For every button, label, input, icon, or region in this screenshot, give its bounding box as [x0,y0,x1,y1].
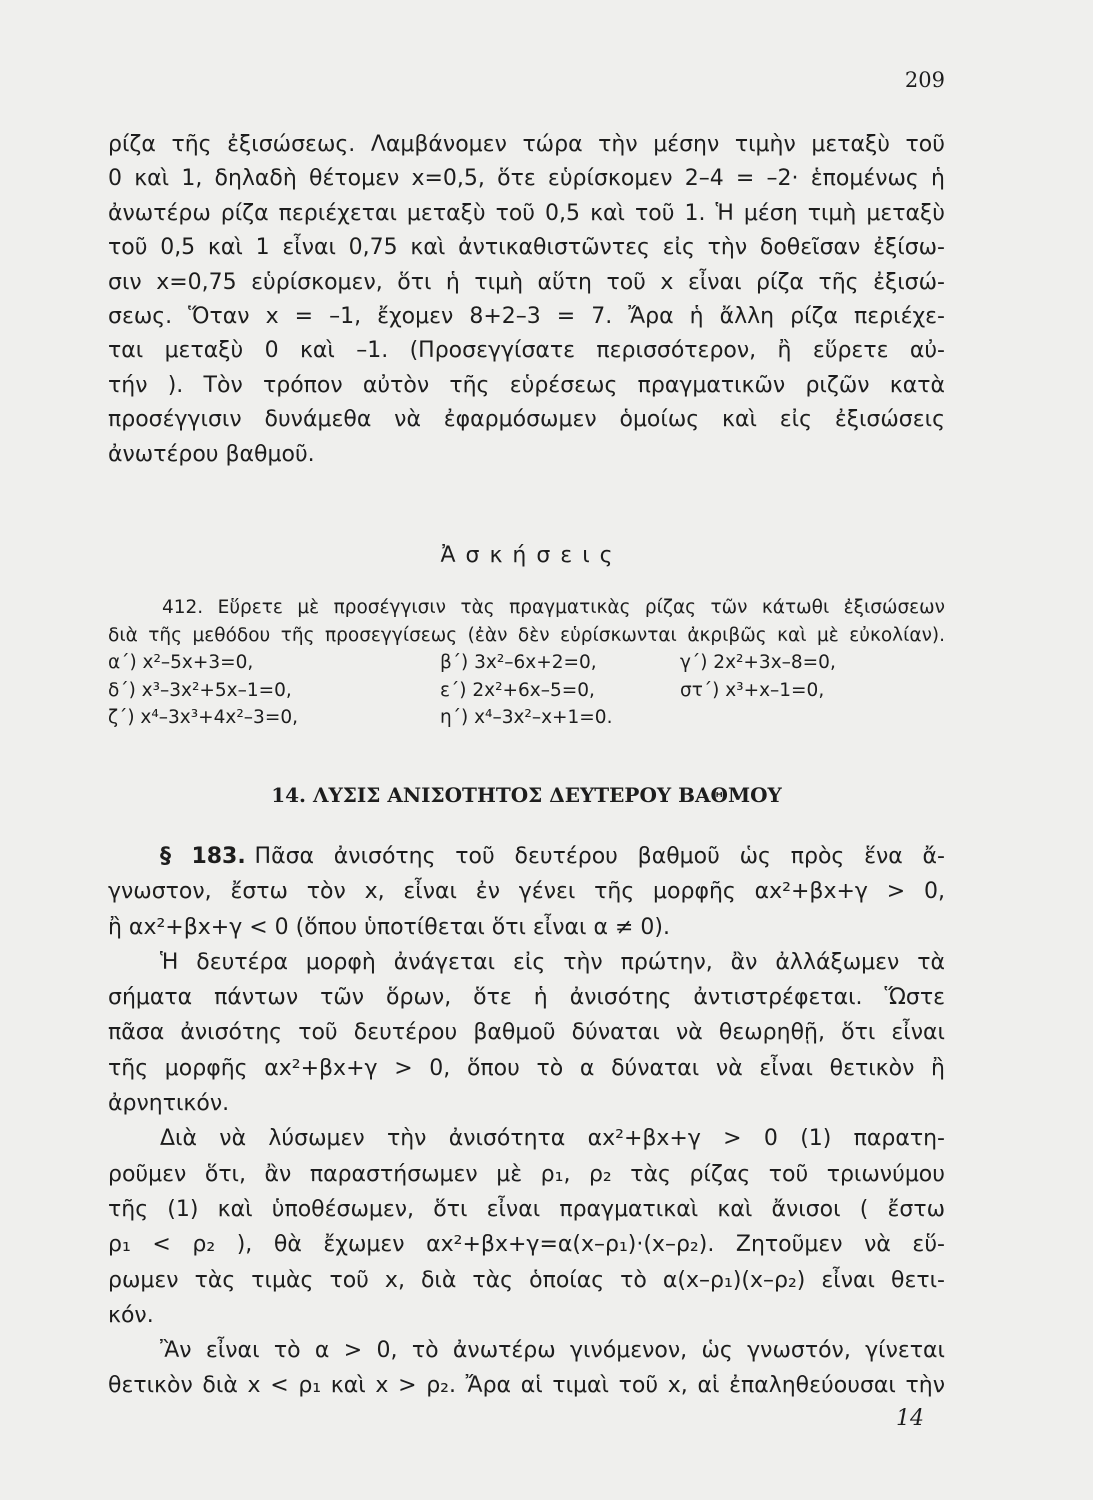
text-line: ροῦμεν ὅτι, ἂν παραστήσωμεν μὲ ρ₁, ρ₂ τὰς ρίζας τοῦ τριωνύμου [108,1161,945,1187]
text-line: θετικὸν διὰ x < ρ₁ καὶ x > ρ₂. Ἄρα αἱ τιμαὶ τοῦ x, αἱ ἐπαληθεύουσαι τὴν [108,1373,945,1399]
text-line: πᾶσα ἀνισότης τοῦ δευτέρου βαθμοῦ δύναται νὰ θεωρηθῇ, ὅτι εἶναι [108,1020,945,1046]
paragraph [108,945,945,1121]
equation: στ΄) x³+x–1=0, [680,679,825,701]
text-line: γνωστον, ἔστω τὸν x, εἶναι ἐν γένει τῆς μορφῆς αx²+βx+γ > 0, [108,879,945,905]
equation-row [108,649,945,677]
text-line: τῆς μορφῆς αx²+βx+γ > 0, ὅπου τὸ α δύναται νὰ εἶναι θετικὸν ἢ [108,1055,945,1081]
text-line: σεως. Ὅταν x = –1, ἔχομεν 8+2–3 = 7. Ἄρα ἡ ἄλλη ρίζα περιέχε- [108,303,945,329]
section-heading: 14. ΛΥΣΙΣ ΑΝΙΣΟΤΗΤΟΣ ΔΕΥΤΕΡΟΥ ΒΑΘΜΟΥ [271,783,782,807]
equation: ε΄) 2x²+6x–5=0, [440,679,595,701]
page-number: 209 [904,68,945,92]
paragraph [108,1333,945,1404]
paragraph [108,1121,945,1333]
text-span: Πᾶσα ἀνισότης τοῦ δευτέρου βαθμοῦ ὡς πρὸς ἕνα ἄ- [254,844,945,869]
equation: δ΄) x³–3x²+5x–1=0, [108,679,292,701]
text-line: ἢ αx²+βx+γ < 0 (ὅπου ὑποτίθεται ὅτι εἶναι α ≠ 0). [108,914,670,940]
exercise-412 [108,594,945,732]
equation: β΄) 3x²–6x+2=0, [440,652,597,673]
equation-row [108,677,945,705]
exercise-text-line: διὰ τῆς μεθόδου τῆς προσεγγίσεως (ἐὰν δὲν εὑρίσκωνται ἀκριβῶς καὶ μὲ εὐκολίαν). [108,624,945,646]
equation-row [108,704,945,732]
equation: γ΄) 2x²+3x–8=0, [680,652,836,673]
exercise-text-line: 412. Εὕρετε μὲ προσέγγισιν τὰς πραγματικὰς ρίζας τῶν κάτωθι ἐξισώσεων [162,597,945,618]
text-line: προσέγγισιν δυνάμεθα νὰ ἐφαρμόσωμεν ὁμοίως καὶ εἰς ἐξισώσεις [108,407,945,433]
text-line: ἀνωτέρω ρίζα περιέχεται μεταξὺ τοῦ 0,5 καὶ τοῦ 1. Ἡ μέση τιμὴ μεταξὺ [108,200,945,226]
equation: α΄) x²–5x+3=0, [108,652,254,673]
text-line: 0 καὶ 1, δηλαδὴ θέτομεν x=0,5, ὅτε εὑρίσκομεν 2–4 = –2· ἑπομένως ἡ [108,166,945,192]
text-line: ρίζα τῆς ἐξισώσεως. Λαμβάνομεν τώρα τὴν μέσην τιμὴν μεταξὺ τοῦ [108,132,945,157]
text-line: κόν. [108,1302,154,1328]
text-line: ρ₁ < ρ₂ ), θὰ ἔχωμεν αx²+βx+γ=α(x–ρ₁)·(x–ρ₂). Ζητοῦμεν νὰ εὕ- [108,1232,945,1258]
section-marker: § 183. [160,844,246,869]
text-line: τήν ). Τὸν τρόπον αὐτὸν τῆς εὑρέσεως πραγματικῶν ριζῶν κατὰ [108,372,945,398]
paragraph [108,128,945,472]
text-line: Ἂν εἶναι τὸ α > 0, τὸ ἀνωτέρω γινόμενον, ὡς γνωστόν, γίνεται [160,1338,945,1364]
text-line: ἀρνητικόν. [108,1091,230,1117]
equation: ζ΄) x⁴–3x³+4x²–3=0, [108,707,298,728]
text-line: ἀνωτέρου βαθμοῦ. [108,441,315,467]
text-line: ται μεταξὺ 0 καὶ –1. (Προσεγγίσατε περισσότερον, ἢ εὕρετε αὐ- [108,338,945,364]
exercises-heading: Ἀσκήσεις [440,543,623,568]
text-line: σήματα πάντων τῶν ὅρων, ὅτε ἡ ἀνισότης ἀντιστρέφεται. Ὥστε [108,985,945,1011]
text-line: τῆς (1) καὶ ὑποθέσωμεν, ὅτι εἶναι πραγματικαὶ καὶ ἄνισοι ( ἔστω [108,1196,945,1222]
text-line: Διὰ νὰ λύσωμεν τὴν ἀνισότητα αx²+βx+γ > 0 (1) παρατη- [160,1126,945,1152]
text-line: σιν x=0,75 εὑρίσκομεν, ὅτι ἡ τιμὴ αὕτη τοῦ x εἶναι ρίζα τῆς ἐξισώ- [108,269,945,295]
text-line: τοῦ 0,5 καὶ 1 εἶναι 0,75 καὶ ἀντικαθιστῶντες εἰς τὴν δοθεῖσαν ἐξίσω- [108,235,945,261]
signature-mark: 14 [896,1406,924,1431]
section-body [108,839,945,1404]
paragraph [108,839,945,945]
text-line: Ἡ δευτέρα μορφὴ ἀνάγεται εἰς τὴν πρώτην, ἂν ἀλλάξωμεν τὰ [160,949,945,975]
equation: η΄) x⁴–3x²–x+1=0. [440,707,613,728]
text-line: ρωμεν τὰς τιμὰς τοῦ x, διὰ τὰς ὁποίας τὸ α(x–ρ₁)(x–ρ₂) εἶναι θετι- [108,1267,945,1293]
text-line [108,839,945,874]
